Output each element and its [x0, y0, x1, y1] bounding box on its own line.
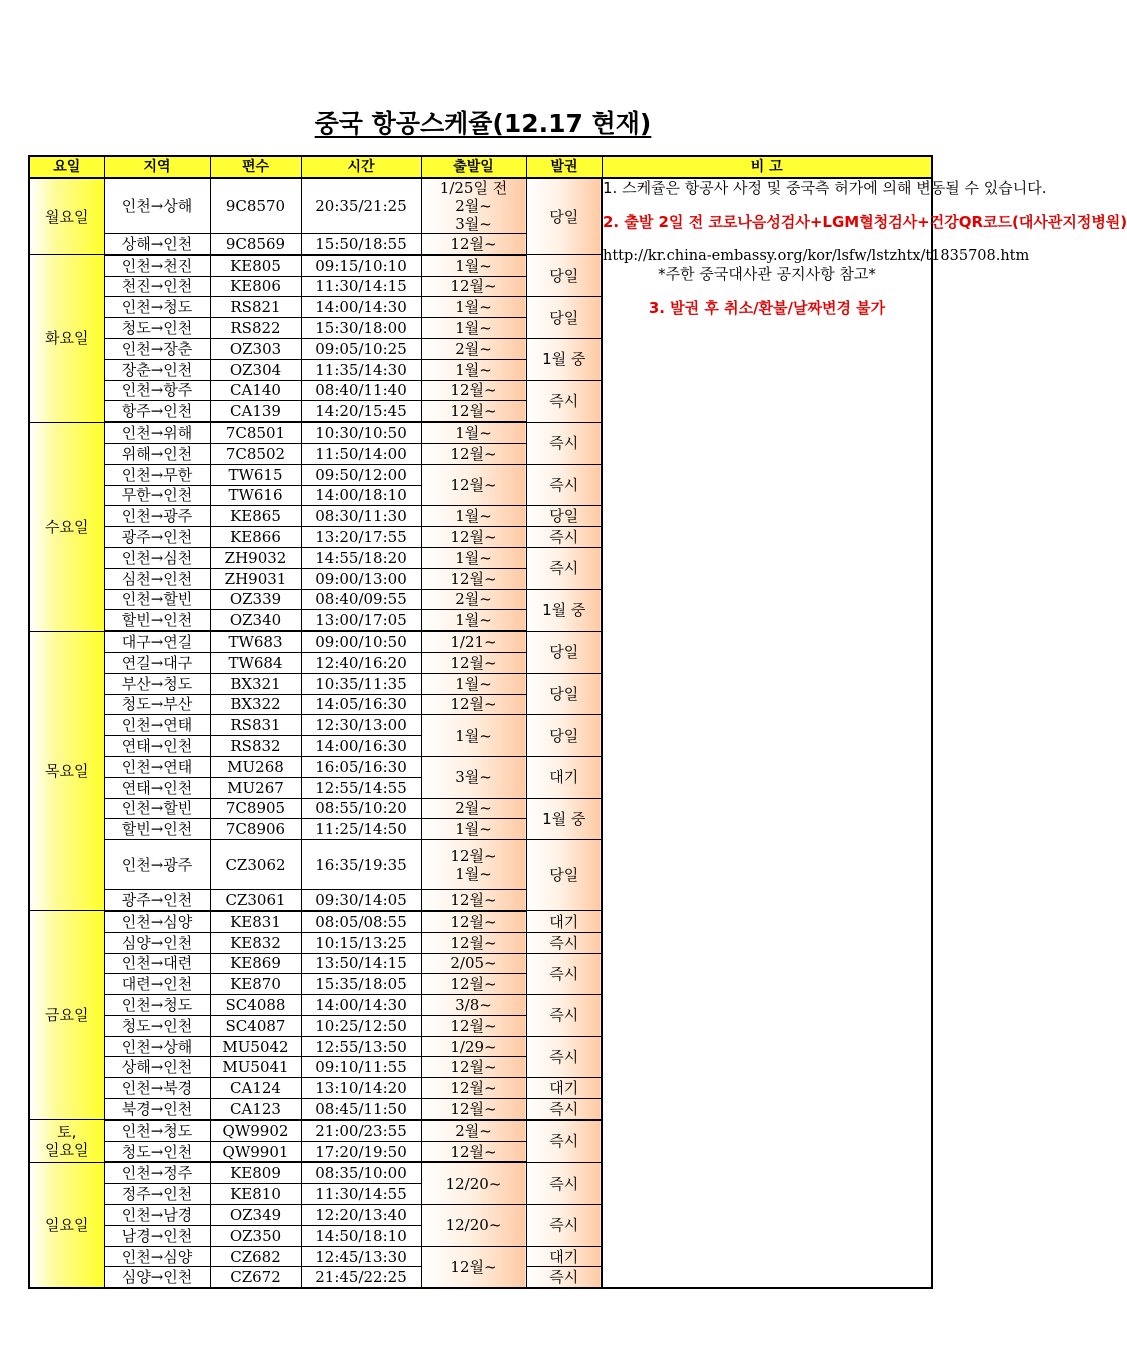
time-cell: 08:40/11:40: [301, 380, 421, 401]
header-day: 요일: [29, 156, 104, 178]
flight-cell: KE805: [210, 255, 301, 276]
time-cell: 09:15/10:10: [301, 255, 421, 276]
flight-cell: TW616: [210, 485, 301, 506]
departure-cell: 3/8~: [421, 995, 526, 1016]
flight-cell: KE809: [210, 1162, 301, 1183]
route-cell: 인천→위해: [104, 422, 210, 443]
departure-cell: 2월~: [421, 589, 526, 610]
flight-cell: CA139: [210, 401, 301, 422]
route-cell: 할빈→인천: [104, 610, 210, 631]
departure-cell: 12월~: [421, 1246, 526, 1288]
time-cell: 09:10/11:55: [301, 1057, 421, 1078]
departure-cell: 12월~: [421, 1141, 526, 1162]
day-cell: 금요일: [29, 911, 104, 1120]
day-cell: 화요일: [29, 255, 104, 422]
route-cell: 인천→연태: [104, 756, 210, 777]
departure-cell: 12월~: [421, 1057, 526, 1078]
header-remarks: 비 고: [602, 156, 932, 178]
departure-cell: 1월~: [421, 297, 526, 318]
departure-cell: 12월~: [421, 234, 526, 255]
flight-cell: CZ3061: [210, 890, 301, 911]
route-cell: 인천→대련: [104, 953, 210, 974]
route-cell: 심양→인천: [104, 932, 210, 953]
day-cell: 목요일: [29, 631, 104, 911]
route-cell: 무한→인천: [104, 485, 210, 506]
table-row: [29, 178, 932, 234]
route-cell: 북경→인천: [104, 1099, 210, 1120]
route-cell: 인천→항주: [104, 380, 210, 401]
route-cell: 인천→정주: [104, 1162, 210, 1183]
time-cell: 08:30/11:30: [301, 506, 421, 527]
flight-cell: RS831: [210, 715, 301, 736]
time-cell: 11:35/14:30: [301, 359, 421, 380]
flight-cell: BX321: [210, 673, 301, 694]
time-cell: 14:00/18:10: [301, 485, 421, 506]
route-cell: 대련→인천: [104, 974, 210, 995]
departure-cell: 12월~: [421, 527, 526, 548]
departure-cell: 1/25일 전 2월~ 3월~: [421, 178, 526, 234]
departure-cell: 2월~: [421, 1120, 526, 1141]
issue-cell: 즉시: [526, 527, 602, 548]
route-cell: 청도→부산: [104, 694, 210, 715]
issue-cell: 당일: [526, 297, 602, 339]
flight-cell: CA123: [210, 1099, 301, 1120]
flight-cell: MU5042: [210, 1036, 301, 1057]
route-cell: 천진→인천: [104, 276, 210, 297]
route-cell: 위해→인천: [104, 443, 210, 464]
departure-cell: 1/21~: [421, 631, 526, 652]
time-cell: 13:20/17:55: [301, 527, 421, 548]
route-cell: 인천→심양: [104, 911, 210, 932]
time-cell: 11:30/14:55: [301, 1184, 421, 1205]
flight-cell: KE806: [210, 276, 301, 297]
time-cell: 16:05/16:30: [301, 756, 421, 777]
departure-cell: 12월~: [421, 380, 526, 401]
departure-cell: 1월~: [421, 547, 526, 568]
issue-cell: 대기: [526, 1078, 602, 1099]
time-cell: 12:30/13:00: [301, 715, 421, 736]
day-cell: 토, 일요일: [29, 1120, 104, 1163]
flight-schedule-table: [28, 155, 1127, 1289]
route-cell: 인천→심천: [104, 547, 210, 568]
flight-cell: MU268: [210, 756, 301, 777]
time-cell: 14:50/18:10: [301, 1225, 421, 1246]
flight-cell: KE865: [210, 506, 301, 527]
time-cell: 14:20/15:45: [301, 401, 421, 422]
time-cell: 12:40/16:20: [301, 652, 421, 673]
flight-cell: RS822: [210, 318, 301, 339]
time-cell: 15:50/18:55: [301, 234, 421, 255]
departure-cell: 12월~: [421, 401, 526, 422]
issue-cell: 즉시: [526, 547, 602, 589]
flight-cell: MU267: [210, 777, 301, 798]
route-cell: 인천→청도: [104, 1120, 210, 1141]
header-time: 시간: [301, 156, 421, 178]
route-cell: 인천→광주: [104, 840, 210, 890]
day-cell: 월요일: [29, 178, 104, 255]
note-schedule-change: 1. 스케쥴은 항공사 사정 및 중국측 허가에 의해 변동될 수 있습니다.: [603, 179, 1047, 197]
issue-cell: 즉시: [526, 1205, 602, 1247]
departure-cell: 1월~: [421, 610, 526, 631]
issue-cell: 대기: [526, 911, 602, 932]
issue-cell: 즉시: [526, 1267, 602, 1288]
time-cell: 09:00/10:50: [301, 631, 421, 652]
flight-cell: 9C8569: [210, 234, 301, 255]
flight-cell: 7C8906: [210, 819, 301, 840]
route-cell: 연태→인천: [104, 777, 210, 798]
departure-cell: 12월~: [421, 1099, 526, 1120]
departure-cell: 12/20~: [421, 1162, 526, 1204]
departure-cell: 2월~: [421, 338, 526, 359]
table-header-row: [29, 156, 932, 178]
route-cell: 장춘→인천: [104, 359, 210, 380]
departure-cell: 1/29~: [421, 1036, 526, 1057]
route-cell: 인천→상해: [104, 1036, 210, 1057]
header-flight: 편수: [210, 156, 301, 178]
time-cell: 14:00/16:30: [301, 736, 421, 757]
departure-cell: 12월~: [421, 694, 526, 715]
issue-cell: 대기: [526, 1246, 602, 1267]
route-cell: 광주→인천: [104, 527, 210, 548]
departure-cell: 12월~: [421, 932, 526, 953]
route-cell: 심천→인천: [104, 568, 210, 589]
flight-cell: OZ350: [210, 1225, 301, 1246]
route-cell: 인천→천진: [104, 255, 210, 276]
time-cell: 12:45/13:30: [301, 1246, 421, 1267]
route-cell: 청도→인천: [104, 1015, 210, 1036]
issue-cell: 당일: [526, 178, 602, 255]
departure-cell: 3월~: [421, 756, 526, 798]
issue-cell: 당일: [526, 255, 602, 297]
departure-cell: 2/05~: [421, 953, 526, 974]
flight-cell: 7C8905: [210, 798, 301, 819]
flight-cell: SC4088: [210, 995, 301, 1016]
route-cell: 인천→무한: [104, 464, 210, 485]
time-cell: 14:05/16:30: [301, 694, 421, 715]
time-cell: 17:20/19:50: [301, 1141, 421, 1162]
flight-cell: OZ340: [210, 610, 301, 631]
embassy-link[interactable]: http://kr.china-embassy.org/kor/lsfw/lstzhtx/t1835708.htm: [603, 248, 1030, 264]
route-cell: 인천→할빈: [104, 589, 210, 610]
issue-cell: 1월 중: [526, 798, 602, 840]
issue-cell: 즉시: [526, 1099, 602, 1120]
time-cell: 08:45/11:50: [301, 1099, 421, 1120]
time-cell: 11:25/14:50: [301, 819, 421, 840]
route-cell: 광주→인천: [104, 890, 210, 911]
departure-cell: 1월~: [421, 506, 526, 527]
route-cell: 인천→상해: [104, 178, 210, 234]
flight-cell: 7C8502: [210, 443, 301, 464]
note-embassy-reference: *주한 중국대사관 공지사항 참고*: [658, 265, 876, 283]
issue-cell: 즉시: [526, 1120, 602, 1163]
departure-cell: 12월~: [421, 1015, 526, 1036]
issue-cell: 당일: [526, 840, 602, 911]
flight-cell: CA124: [210, 1078, 301, 1099]
time-cell: 13:00/17:05: [301, 610, 421, 631]
flight-cell: MU5041: [210, 1057, 301, 1078]
departure-cell: 1월~: [421, 422, 526, 443]
departure-cell: 12월~: [421, 974, 526, 995]
time-cell: 14:55/18:20: [301, 547, 421, 568]
issue-cell: 즉시: [526, 422, 602, 464]
route-cell: 인천→남경: [104, 1205, 210, 1226]
flight-cell: 9C8570: [210, 178, 301, 234]
time-cell: 11:50/14:00: [301, 443, 421, 464]
departure-cell: 12월~: [421, 911, 526, 932]
route-cell: 청도→인천: [104, 1141, 210, 1162]
route-cell: 상해→인천: [104, 234, 210, 255]
time-cell: 16:35/19:35: [301, 840, 421, 890]
flight-cell: ZH9031: [210, 568, 301, 589]
time-cell: 09:00/13:00: [301, 568, 421, 589]
time-cell: 08:55/10:20: [301, 798, 421, 819]
flight-cell: ZH9032: [210, 547, 301, 568]
issue-cell: 즉시: [526, 464, 602, 506]
header-issue: 발권: [526, 156, 602, 178]
flight-cell: QW9902: [210, 1120, 301, 1141]
issue-cell: 당일: [526, 673, 602, 715]
time-cell: 12:55/14:55: [301, 777, 421, 798]
issue-cell: 당일: [526, 715, 602, 757]
time-cell: 13:50/14:15: [301, 953, 421, 974]
flight-cell: OZ349: [210, 1205, 301, 1226]
time-cell: 14:00/14:30: [301, 297, 421, 318]
departure-cell: 2월~: [421, 798, 526, 819]
remarks-cell: [602, 178, 1127, 1288]
day-cell: 일요일: [29, 1162, 104, 1288]
time-cell: 09:50/12:00: [301, 464, 421, 485]
time-cell: 08:35/10:00: [301, 1162, 421, 1183]
flight-cell: CZ672: [210, 1267, 301, 1288]
note-covid-test: 2. 출발 2일 전 코로나음성검사+LGM혈청검사+건강QR코드(대사관지정병원): [603, 213, 1127, 231]
time-cell: 15:35/18:05: [301, 974, 421, 995]
issue-cell: 즉시: [526, 1162, 602, 1204]
route-cell: 심양→인천: [104, 1267, 210, 1288]
route-cell: 할빈→인천: [104, 819, 210, 840]
issue-cell: 대기: [526, 756, 602, 798]
route-cell: 인천→연태: [104, 715, 210, 736]
issue-cell: 즉시: [526, 995, 602, 1037]
flight-cell: CZ3062: [210, 840, 301, 890]
flight-cell: KE869: [210, 953, 301, 974]
route-cell: 인천→광주: [104, 506, 210, 527]
header-departure: 출발일: [421, 156, 526, 178]
day-cell: 수요일: [29, 422, 104, 631]
departure-cell: 12월~: [421, 568, 526, 589]
flight-cell: RS821: [210, 297, 301, 318]
departure-cell: 1월~: [421, 673, 526, 694]
flight-cell: KE810: [210, 1184, 301, 1205]
flight-cell: CZ682: [210, 1246, 301, 1267]
departure-cell: 12월~: [421, 890, 526, 911]
time-cell: 10:15/13:25: [301, 932, 421, 953]
departure-cell: 12월~: [421, 443, 526, 464]
departure-cell: 1월~: [421, 715, 526, 757]
route-cell: 연길→대구: [104, 652, 210, 673]
time-cell: 09:30/14:05: [301, 890, 421, 911]
flight-cell: QW9901: [210, 1141, 301, 1162]
flight-cell: TW615: [210, 464, 301, 485]
route-cell: 인천→북경: [104, 1078, 210, 1099]
flight-cell: RS832: [210, 736, 301, 757]
time-cell: 20:35/21:25: [301, 178, 421, 234]
flight-cell: SC4087: [210, 1015, 301, 1036]
time-cell: 12:20/13:40: [301, 1205, 421, 1226]
time-cell: 10:35/11:35: [301, 673, 421, 694]
route-cell: 대구→연길: [104, 631, 210, 652]
route-cell: 항주→인천: [104, 401, 210, 422]
route-cell: 인천→장춘: [104, 338, 210, 359]
departure-cell: 12월~: [421, 464, 526, 506]
route-cell: 인천→할빈: [104, 798, 210, 819]
route-cell: 상해→인천: [104, 1057, 210, 1078]
time-cell: 08:05/08:55: [301, 911, 421, 932]
issue-cell: 당일: [526, 506, 602, 527]
departure-cell: 12월~: [421, 1078, 526, 1099]
route-cell: 정주→인천: [104, 1184, 210, 1205]
flight-cell: TW683: [210, 631, 301, 652]
departure-cell: 1월~: [421, 318, 526, 339]
time-cell: 09:05/10:25: [301, 338, 421, 359]
issue-cell: 즉시: [526, 932, 602, 953]
header-route: 지역: [104, 156, 210, 178]
route-cell: 인천→청도: [104, 995, 210, 1016]
flight-cell: OZ339: [210, 589, 301, 610]
flight-cell: 7C8501: [210, 422, 301, 443]
flight-cell: KE831: [210, 911, 301, 932]
flight-cell: CA140: [210, 380, 301, 401]
route-cell: 연태→인천: [104, 736, 210, 757]
flight-cell: KE832: [210, 932, 301, 953]
time-cell: 11:30/14:15: [301, 276, 421, 297]
issue-cell: 즉시: [526, 1036, 602, 1078]
issue-cell: 당일: [526, 631, 602, 673]
time-cell: 08:40/09:55: [301, 589, 421, 610]
issue-cell: 즉시: [526, 953, 602, 995]
flight-cell: KE866: [210, 527, 301, 548]
time-cell: 10:30/10:50: [301, 422, 421, 443]
issue-cell: 1월 중: [526, 589, 602, 631]
departure-cell: 12월~: [421, 276, 526, 297]
departure-cell: 12/20~: [421, 1205, 526, 1247]
time-cell: 21:45/22:25: [301, 1267, 421, 1288]
issue-cell: 즉시: [526, 380, 602, 422]
departure-cell: 1월~: [421, 255, 526, 276]
departure-cell: 1월~: [421, 819, 526, 840]
route-cell: 청도→인천: [104, 318, 210, 339]
time-cell: 15:30/18:00: [301, 318, 421, 339]
time-cell: 21:00/23:55: [301, 1120, 421, 1141]
note-no-refund: 3. 발권 후 취소/환불/날짜변경 불가: [648, 299, 886, 317]
route-cell: 인천→청도: [104, 297, 210, 318]
departure-cell: 12월~ 1월~: [421, 840, 526, 890]
route-cell: 부산→청도: [104, 673, 210, 694]
time-cell: 14:00/14:30: [301, 995, 421, 1016]
flight-cell: KE870: [210, 974, 301, 995]
time-cell: 12:55/13:50: [301, 1036, 421, 1057]
page-title: 중국 항공스케쥴(12.17 현재): [314, 109, 652, 138]
flight-cell: OZ303: [210, 338, 301, 359]
time-cell: 10:25/12:50: [301, 1015, 421, 1036]
departure-cell: 12월~: [421, 652, 526, 673]
departure-cell: 1월~: [421, 359, 526, 380]
flight-cell: BX322: [210, 694, 301, 715]
issue-cell: 1월 중: [526, 338, 602, 380]
time-cell: 13:10/14:20: [301, 1078, 421, 1099]
flight-cell: OZ304: [210, 359, 301, 380]
route-cell: 남경→인천: [104, 1225, 210, 1246]
route-cell: 인천→심양: [104, 1246, 210, 1267]
flight-cell: TW684: [210, 652, 301, 673]
